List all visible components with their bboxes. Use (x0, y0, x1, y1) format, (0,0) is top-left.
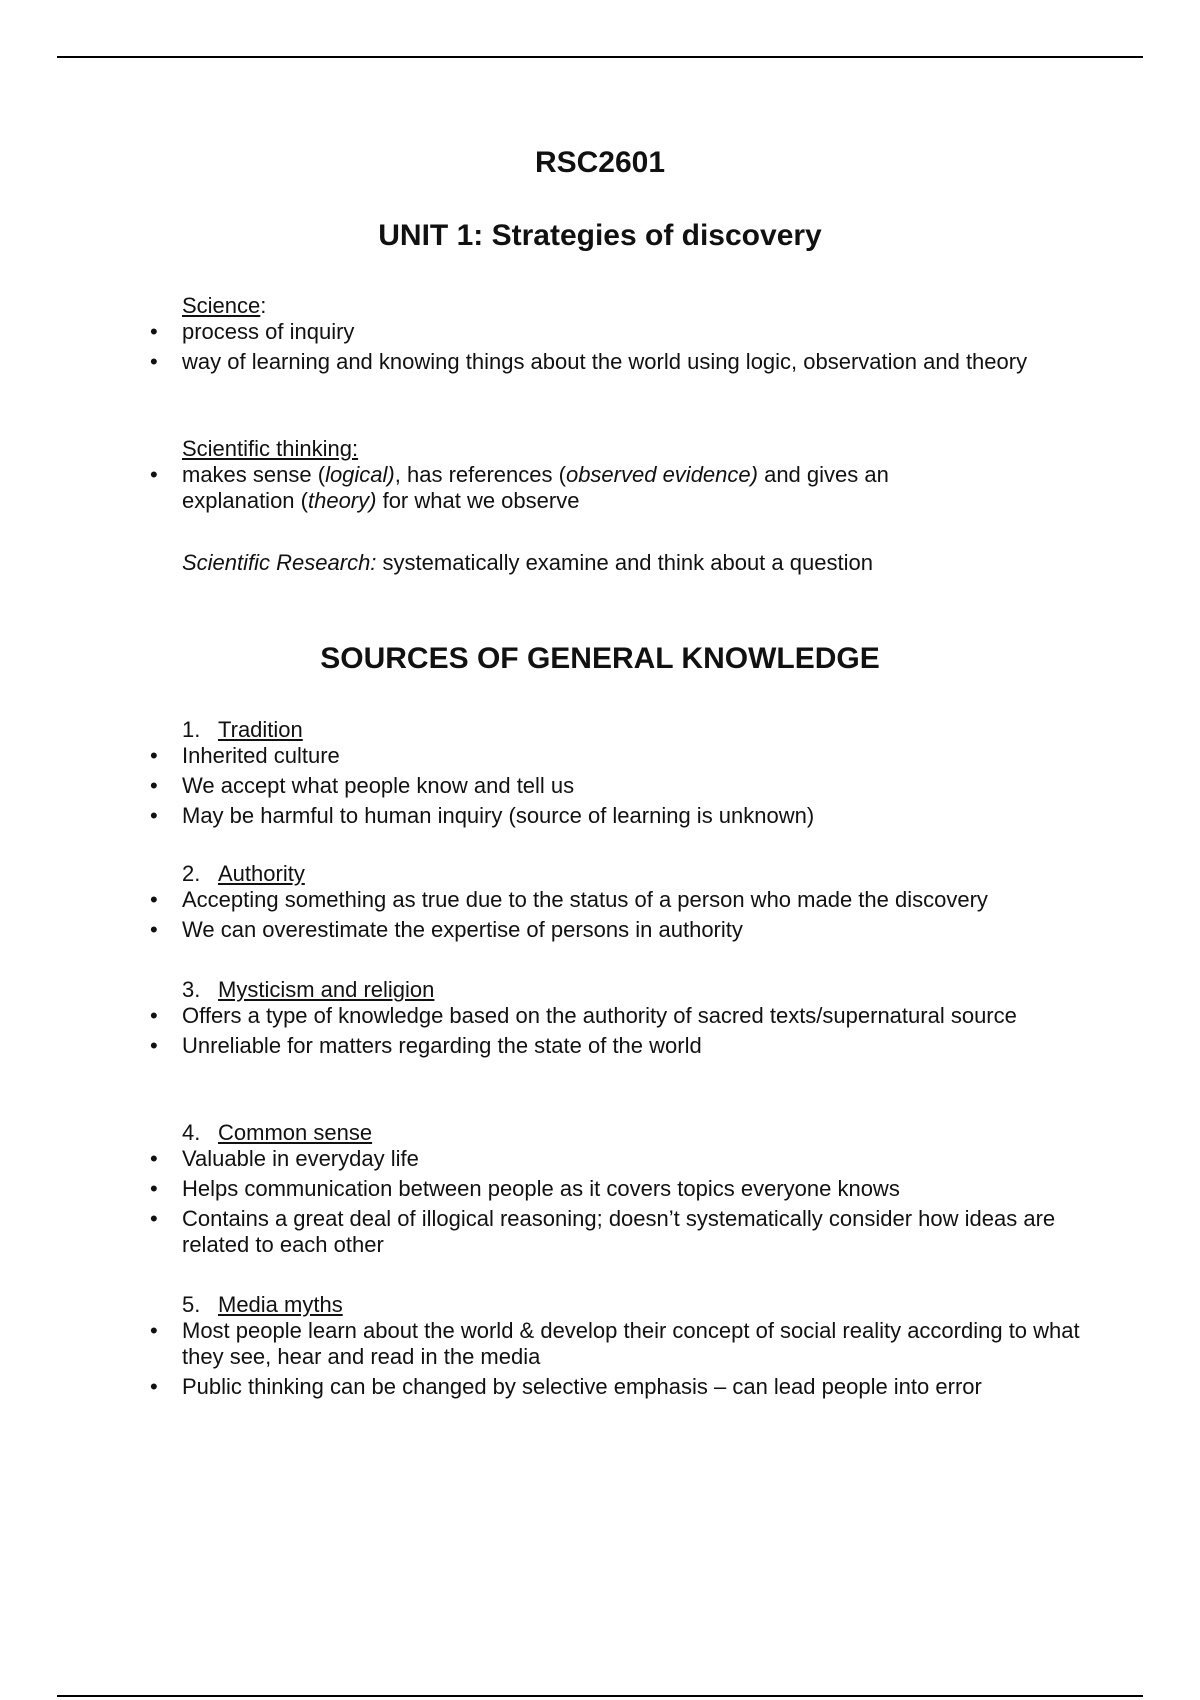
bullet-glyph: • (150, 1033, 158, 1058)
source-bullets (150, 743, 1102, 829)
bullet-glyph: • (150, 1206, 158, 1231)
list-item (150, 1003, 1042, 1029)
list-item (150, 743, 1102, 769)
list-item-text: We can overestimate the expertise of persons in authority (182, 917, 743, 942)
source-heading (182, 1120, 1102, 1146)
bullet-glyph: • (150, 1318, 158, 1343)
bullet-glyph: • (150, 773, 158, 798)
source-bullets (150, 1318, 1102, 1400)
source-number: 4. (182, 1120, 201, 1145)
list-item-text: Valuable in everyday life (182, 1146, 419, 1171)
science-heading-colon: : (260, 293, 267, 318)
source-title: Tradition (218, 717, 303, 742)
source-title: Common sense (218, 1120, 373, 1145)
list-item-text: way of learning and knowing things about the world using logic, observation and theory (182, 349, 1028, 374)
thinking-italic-theory: theory) (307, 488, 377, 513)
scientific-research-term: Scientific Research: (182, 550, 377, 575)
bullet-glyph: • (150, 1146, 158, 1171)
source-item-mysticism (150, 977, 1102, 1063)
list-item-text: Most people learn about the world & develop their concept of social reality according to what they see, hear and read in the media (182, 1318, 1080, 1369)
source-item-authority (150, 861, 1102, 947)
list-item (150, 803, 1102, 829)
list-item-text: process of inquiry (182, 319, 355, 344)
source-number: 3. (182, 977, 201, 1002)
source-number: 1. (182, 717, 201, 742)
list-item (150, 1206, 1062, 1258)
list-item (150, 1033, 1102, 1059)
list-item-text: May be harmful to human inquiry (source of learning is unknown) (182, 803, 815, 828)
list-item (150, 1176, 1102, 1202)
list-item (150, 917, 1102, 943)
list-item-text: Contains a great deal of illogical reasoning; doesn’t systematically consider how ideas are related to each other (182, 1206, 1056, 1257)
list-item-text: Offers a type of knowledge based on the authority of sacred texts/supernatural source (182, 1003, 1017, 1028)
list-item-text: Accepting something as true due to the status of a person who made the discovery (182, 887, 988, 912)
scientific-thinking-heading: Scientific thinking: (182, 436, 359, 461)
list-item (150, 1146, 1102, 1172)
science-heading (182, 293, 1102, 319)
thinking-text-3: and gives an explanation ( (182, 462, 889, 513)
list-item (150, 1318, 1102, 1370)
list-item (150, 773, 1102, 799)
bullet-glyph: • (150, 349, 158, 374)
list-item (150, 887, 1102, 913)
list-item (150, 349, 1062, 375)
source-item-media-myths (150, 1292, 1102, 1404)
bottom-rule (57, 1695, 1143, 1697)
source-title: Media myths (218, 1292, 343, 1317)
bullet-glyph: • (150, 1374, 158, 1399)
course-code: RSC2601 (534, 146, 666, 179)
source-bullets (150, 887, 1102, 943)
science-bullets (150, 319, 1102, 375)
bullet-glyph: • (150, 1003, 158, 1028)
bullet-glyph: • (150, 319, 158, 344)
list-item-text: Helps communication between people as it covers topics everyone knows (182, 1176, 900, 1201)
source-title: Authority (218, 861, 305, 886)
source-heading (182, 1292, 1102, 1318)
source-heading (182, 861, 1102, 887)
scientific-thinking-bullets (150, 462, 1102, 514)
source-item-tradition (150, 717, 1102, 833)
bullet-glyph: • (150, 803, 158, 828)
unit-title: UNIT 1: Strategies of discovery (378, 219, 822, 252)
list-item-text: Public thinking can be changed by selective emphasis – can lead people into error (182, 1374, 982, 1399)
source-title: Mysticism and religion (218, 977, 435, 1002)
list-item (150, 1374, 1102, 1400)
bullet-glyph: • (150, 917, 158, 942)
source-heading (182, 977, 1102, 1003)
source-number: 2. (182, 861, 201, 886)
bullet-glyph: • (150, 462, 158, 487)
sources-title: SOURCES OF GENERAL KNOWLEDGE (320, 642, 880, 675)
scientific-thinking-section (150, 436, 1102, 518)
source-bullets (150, 1003, 1102, 1059)
thinking-text-2: , has references ( (394, 462, 566, 487)
bullet-glyph: • (150, 743, 158, 768)
top-rule (57, 56, 1143, 58)
bullet-glyph: • (150, 887, 158, 912)
bullet-glyph: • (150, 1176, 158, 1201)
list-item-text: Unreliable for matters regarding the state of the world (182, 1033, 702, 1058)
source-heading (182, 717, 1102, 743)
source-bullets (150, 1146, 1102, 1258)
list-item-text: We accept what people know and tell us (182, 773, 575, 798)
science-section (150, 293, 1102, 379)
source-item-common-sense (150, 1120, 1102, 1262)
science-heading-text: Science (182, 293, 261, 318)
list-item (150, 319, 1102, 345)
thinking-text-4: for what we observe (376, 488, 580, 513)
list-item-text: Inherited culture (182, 743, 340, 768)
thinking-italic-logical: logical) (325, 462, 395, 487)
scientific-research-definition: systematically examine and think about a question (376, 550, 873, 575)
scientific-research-line (182, 550, 1102, 576)
source-number: 5. (182, 1292, 201, 1317)
thinking-text-1: makes sense ( (182, 462, 326, 487)
thinking-italic-evidence: observed evidence) (565, 462, 758, 487)
list-item (150, 462, 972, 514)
